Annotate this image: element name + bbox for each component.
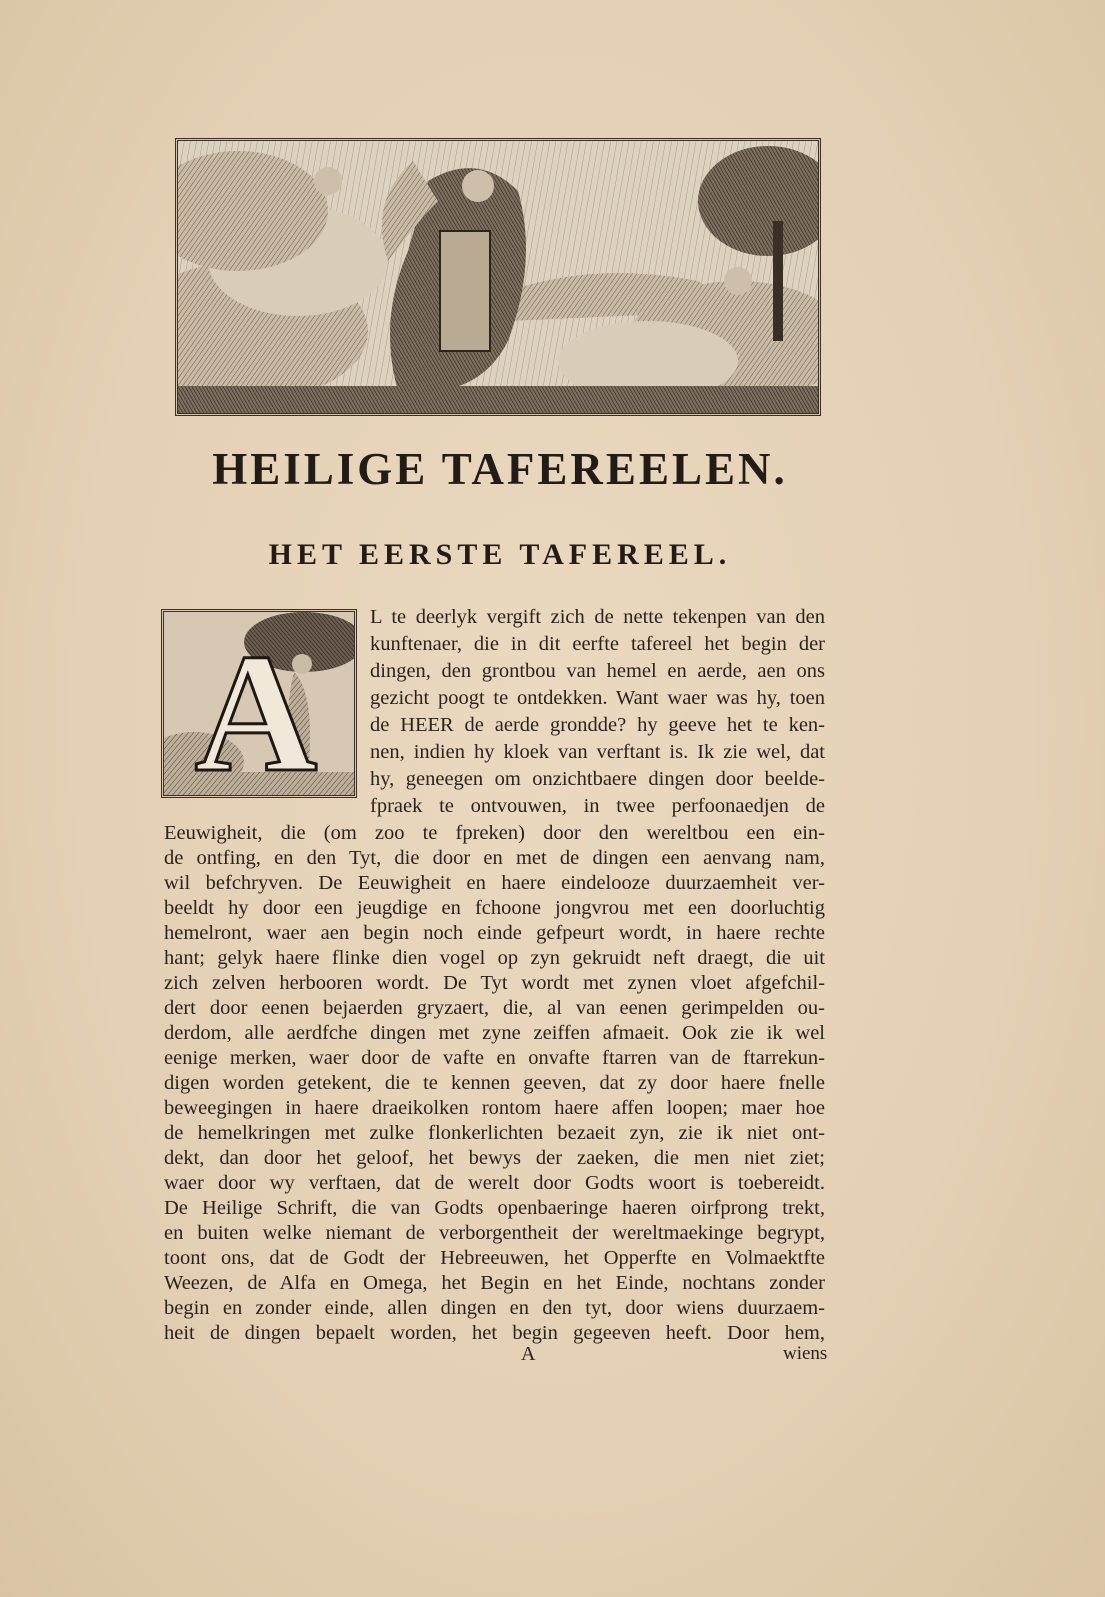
text-line: zich zelven herbooren wordt. De Tyt wordt met zynen vloet afgefchil- [164,972,825,994]
text-line: L te deerlyk vergift zich de nette tekenpen van den [370,606,825,628]
page-title: HEILIGE TAFEREELEN. [212,444,788,494]
catchword: wiens [783,1343,828,1364]
text-line: de hemelkringen met zulke flonkerlichten bezaeit zyn, zie ik niet ont- [164,1122,825,1144]
text-line: digen worden getekent, die te kennen geeven, dat zy door haere fnelle [164,1072,825,1094]
text-line: dekt, dan door het geloof, het bewys der zaeken, die men niet ziet; [164,1147,825,1169]
initial-letter: A [194,619,318,795]
text-line: nen, indien hy kloek van verftant is. Ik zie wel, dat [370,741,825,763]
text-line: heit de dingen bepaelt worden, het begin gegeeven heeft. Door hem, [164,1322,825,1344]
text-line: hy, geneegen om onzichtbaere dingen door beelde- [370,768,825,790]
text-line: hemelront, waer aen begin noch einde gefpeurt wordt, in haere rechte [164,922,825,944]
text-line: beweegingen in haere draeikolken rontom haere affen loopen; maer hoe [164,1097,825,1119]
text-line: toont ons, dat de Godt der Hebreeuwen, het Opperfte en Volmaektfte [164,1247,825,1269]
text-line: beeldt hy door een jeugdige en fchoone jongvrou met een doorluchtig [164,897,825,919]
text-line: dingen, den grontbou van hemel en aerde, aen ons [370,660,825,682]
text-line: Weezen, de Alfa en Omega, het Begin en het Einde, nochtans zonder [164,1272,825,1294]
text-line: wil befchryven. De Eeuwigheit en haere eindelooze duurzaemheit ver- [164,872,825,894]
chapter-heading: HET EERSTE TAFEREEL. [268,538,732,571]
text-line: kunftenaer, die in dit eerfte tafereel het begin der [370,633,825,655]
text-line: begin en zonder einde, allen dingen en den tyt, door wiens duurzaem- [164,1297,825,1319]
text-line: dert door eenen bejaerden gryzaert, die, al van eenen gerimpelden ou- [164,997,825,1019]
text-line: de ontfing, en den Tyt, die door en met de dingen een aenvang nam, [164,847,825,869]
signature-mark: A [521,1343,536,1365]
text-line: Eeuwigheit, die (om zoo te fpreken) door den wereltbou een ein- [164,822,825,844]
text-line: fpraek te ontvouwen, in twee perfoonaedjen de [370,795,825,817]
text-line: derdom, alle aerdfche dingen met zyne zeiffen afmaeit. Ook zie ik wel [164,1022,825,1044]
text-line: eenige merken, waer door de vafte en onvafte ftarren van de ftarrekun- [164,1047,825,1069]
text-line: en buiten welke niemant de verborgentheit der wereltmaekinge begrypt, [164,1222,825,1244]
text-line: gezicht poogt te ontdekken. Want waer was hy, toen [370,687,825,709]
text-line: waer door wy verftaen, dat de werelt door Godts woort is toebereidt. [164,1172,825,1194]
text-line: De Heilige Schrift, die van Godts openbaeringe haeren oirfprong trekt, [164,1197,825,1219]
text-line: de HEER de aerde grondde? hy geeve het te ken- [370,714,825,736]
text-line: hant; gelyk haere flinke dien vogel op zyn gekruidt neft draegt, die uit [164,947,825,969]
